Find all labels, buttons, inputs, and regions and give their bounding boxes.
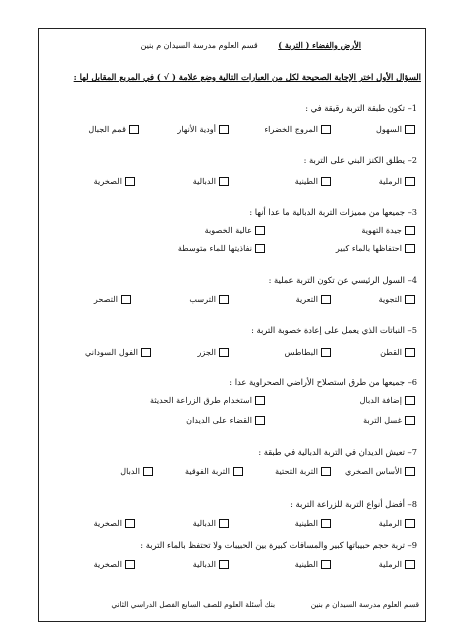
question-4: 4– السول الرئيسي عن تكون التربة عملية : [268,275,417,285]
option[interactable]: احتفاظها بالماء كبير [336,243,415,253]
question-3-options-b [45,243,415,257]
question-6-options-b [45,415,415,429]
option[interactable]: جيدة التهوية [361,225,415,235]
option[interactable]: التربة التحتية [275,466,331,476]
option[interactable]: الصخرية [94,176,135,186]
option[interactable]: المروج الخضراء [264,124,331,134]
checkbox[interactable] [405,244,415,253]
option[interactable]: الطينية [295,518,331,528]
option[interactable]: القطن [380,347,415,357]
question-2-options [45,176,415,190]
footer-title: بنك أسئلة العلوم للصف السابع الفصل الدراسي الثاني [111,600,275,609]
checkbox[interactable] [321,348,331,357]
option[interactable]: البطاطس [285,347,331,357]
option[interactable]: الدبالية [193,518,229,528]
checkbox[interactable] [405,177,415,186]
option[interactable]: الدبال [120,466,153,476]
option[interactable]: الرملية [379,176,415,186]
question-5-options [45,347,415,361]
checkbox[interactable] [255,396,265,405]
checkbox[interactable] [405,348,415,357]
question-7-options [45,466,415,480]
option[interactable]: قمم الجبال [88,124,139,134]
checkbox[interactable] [219,177,229,186]
option[interactable]: عالية الخصوبة [205,225,265,235]
checkbox[interactable] [233,467,243,476]
checkbox[interactable] [405,396,415,405]
checkbox[interactable] [405,467,415,476]
checkbox[interactable] [125,177,135,186]
question-5: 5– النباتات الذي يعمل على إعادة خصوبة التربة : [251,325,417,335]
footer-school: قسم العلوم مدرسة السيدان م بنين [310,600,419,609]
option[interactable]: الطينية [295,559,331,569]
option[interactable]: الرملية [379,559,415,569]
checkbox[interactable] [125,560,135,569]
option[interactable]: الصخرية [94,559,135,569]
checkbox[interactable] [143,467,153,476]
question-1-options [45,124,415,138]
checkbox[interactable] [141,348,151,357]
question-7: 7– تعيش الديدان في التربة الدبالية في طبقة : [258,447,417,457]
checkbox[interactable] [321,125,331,134]
checkbox[interactable] [405,226,415,235]
checkbox[interactable] [255,226,265,235]
question-6-options-a [45,395,415,409]
option[interactable]: السهول [376,124,415,134]
option[interactable]: الأساس الصخري [345,466,415,476]
checkbox[interactable] [321,519,331,528]
checkbox[interactable] [129,125,139,134]
checkbox[interactable] [255,244,265,253]
question-8-options [45,518,415,532]
option[interactable]: استخدام طرق الزراعة الحديثة [150,395,265,405]
question-8: 8– أفضل أنواع التربة للزراعة التربة : [290,499,417,509]
option[interactable]: التعرية [296,294,331,304]
option[interactable]: أودية الأنهار [177,124,229,134]
option[interactable]: الجزر [197,347,229,357]
checkbox[interactable] [219,519,229,528]
question-6: 6– جميعها من طرق استصلاح الأراضي الصحراوية عدا : [229,377,417,387]
checkbox[interactable] [121,295,131,304]
option[interactable]: القضاء على الديدان [186,415,265,425]
checkbox[interactable] [405,416,415,425]
header [141,40,362,50]
checkbox[interactable] [219,125,229,134]
checkbox[interactable] [321,467,331,476]
question-3: 3– جميعها من مميزات التربة الدبالية ما عدا أنها : [249,207,417,217]
checkbox[interactable] [405,125,415,134]
question-9-options [45,559,415,573]
question-1: 1– تكون طبقة التربة رقيقة في : [305,103,417,113]
checkbox[interactable] [405,519,415,528]
instruction: السؤال الأول اختر الإجابة الصحيحة لكل من العبارات التالية وضع علامة ( √ ) في المربع المقابل لها : [73,72,421,82]
option[interactable]: الدبالية [193,559,229,569]
checkbox[interactable] [219,560,229,569]
checkbox[interactable] [405,295,415,304]
unit-title: الأرض والفضاء ( التربة ) [278,40,361,50]
option[interactable]: الدبالية [193,176,229,186]
option[interactable]: الترسب [189,294,229,304]
option[interactable]: نفاذيتها للماء متوسطة [178,243,265,253]
checkbox[interactable] [321,295,331,304]
option[interactable]: الصخرية [94,518,135,528]
checkbox[interactable] [219,295,229,304]
worksheet-page [38,28,426,622]
question-2: 2– يطلق الكنز البني على التربة : [303,155,417,165]
option[interactable]: الطينية [295,176,331,186]
option[interactable]: التصحر [94,294,131,304]
checkbox[interactable] [405,560,415,569]
question-9: 9– تربة حجم حبيباتها كبير والمسافات كبيرة بين الحبيبات ولا تحتفظ بالماء التربة : [140,540,417,550]
school-name: قسم العلوم مدرسة السيدان م بنين [140,41,258,50]
option[interactable]: التجوية [379,294,415,304]
question-3-options-a [45,225,415,239]
option[interactable]: الفول السوداني [85,347,151,357]
option[interactable]: التربة الفوقية [185,466,243,476]
option[interactable]: إضافة الدبال [360,395,415,405]
question-4-options [45,294,415,308]
checkbox[interactable] [125,519,135,528]
checkbox[interactable] [321,177,331,186]
checkbox[interactable] [255,416,265,425]
option[interactable]: الرملية [379,518,415,528]
checkbox[interactable] [321,560,331,569]
option[interactable]: غسل التربة [363,415,415,425]
checkbox[interactable] [219,348,229,357]
